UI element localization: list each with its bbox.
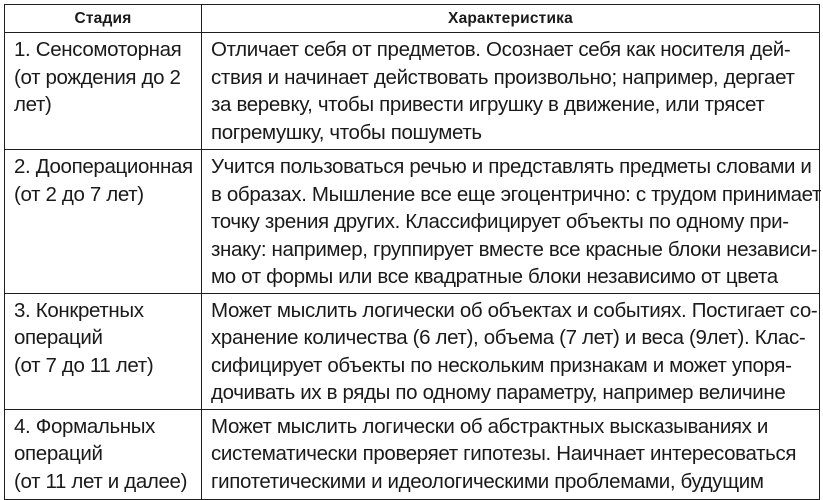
piaget-stages-table — [4, 4, 820, 500]
stage-cell — [5, 293, 202, 409]
description-line: сифицирует объекты по нескольким признакам и может упоря- — [211, 353, 792, 377]
description-line: погремушку, чтобы пошуметь — [211, 120, 482, 144]
description-line: знаку: например, группирует вместе все красные блоки независи- — [211, 237, 818, 261]
stage-line: (от 11 лет и далее) — [14, 469, 188, 493]
stage-line: 1. Сенсомоторная — [14, 38, 182, 61]
stage-line: операций — [14, 442, 103, 465]
description-line: ствия и начинает действовать произвольно; например, дергает — [211, 65, 795, 89]
description-cell — [202, 293, 820, 409]
table-row — [5, 409, 820, 499]
description-line: за веревку, чтобы привести игрушку в движение, или трясет — [211, 93, 765, 116]
description-cell — [202, 409, 820, 499]
header-stage: Стадия — [5, 5, 202, 33]
stage-line: (от 7 до 11 лет) — [14, 353, 154, 377]
stage-cell — [5, 150, 202, 294]
stage-line: 4. Формальных — [14, 414, 156, 438]
description-line: дочивать их в ряды по одному параметру, например величине — [211, 381, 786, 404]
description-line: гипотетическими и идеологическими проблемами, будущим — [211, 469, 764, 493]
description-line: Учится пользоваться речью и представлять предметы словами и — [211, 155, 812, 178]
description-cell — [202, 150, 820, 294]
description-line: Может мыслить логически об объектах и событиях. Постигает со- — [211, 298, 818, 322]
description-line: Отличает себя от предметов. Осознает себя как носителя дей- — [211, 38, 791, 61]
table-row — [5, 150, 820, 294]
stage-line: 3. Конкретных — [14, 298, 144, 322]
table-header-row — [5, 5, 820, 33]
description-line: систематически проверяет гипотезы. Наичнает интересоваться — [211, 442, 797, 465]
stage-line: (от рождения до 2 — [14, 65, 181, 89]
stage-line: операций — [14, 326, 103, 349]
stage-line: (от 2 до 7 лет) — [14, 182, 144, 206]
description-line: мо от формы или все квадратные блоки независимо от цвета — [211, 265, 778, 288]
stage-cell — [5, 409, 202, 499]
stage-line: 2. Дооперационная — [14, 155, 193, 178]
table-row — [5, 33, 820, 150]
stage-cell — [5, 33, 202, 150]
description-line: хранение количества (6 лет), объема (7 лет) и веса (9лет). Клас- — [211, 326, 806, 349]
description-cell — [202, 33, 820, 150]
description-line: в образах. Мышление все еще эгоцентрично: с трудом принимает — [211, 182, 822, 206]
table-row — [5, 293, 820, 409]
stage-line: лет) — [14, 93, 52, 116]
description-line: Может мыслить логически об абстрактных высказываниях и — [211, 414, 769, 438]
header-description: Характеристика — [202, 5, 820, 33]
description-line: точку зрения других. Классифицирует объекты по одному при- — [211, 210, 789, 233]
